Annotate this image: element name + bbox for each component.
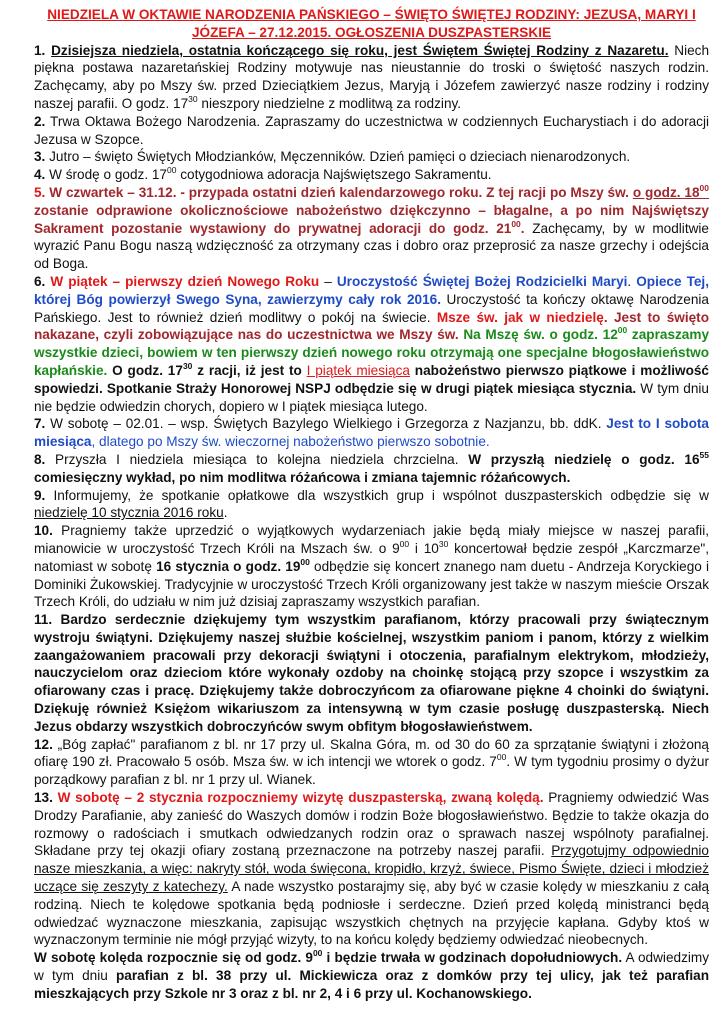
time-superscript: 30 xyxy=(182,360,193,371)
text-maroon: . xyxy=(539,790,544,806)
item-number: 12. xyxy=(34,736,53,752)
text: Jutro – święto Świętych Młodzianków, Męczenników. Dzień pamięci o dzieciach nienarodzonych. xyxy=(45,149,631,165)
time-superscript: 00 xyxy=(511,218,521,229)
item-number: 5. xyxy=(34,184,46,200)
text-blue: Uroczystość Świętej Bożej Rodzicielki Maryi xyxy=(336,273,628,289)
text: nieszpory niedzielne z modlitwą za rodziny. xyxy=(197,95,462,111)
item-number: 3. xyxy=(34,149,46,165)
announcement-1 xyxy=(34,42,709,113)
text: . xyxy=(223,505,228,521)
time-superscript: 30 xyxy=(188,93,198,104)
item-number: 7. xyxy=(34,416,46,432)
time-superscript: 00 xyxy=(617,325,628,336)
text: Przyszła I niedziela miesiąca to kolejna niedziela chrzcielna. xyxy=(45,451,469,467)
text-red: W sobotę – 2 stycznia rozpoczniemy wizytę duszpasterską, zwaną kolędą xyxy=(52,790,540,806)
announcement-13 xyxy=(34,789,709,949)
text-maroon: . Jest to święto nakazane, czyli zobowiązujące nas do uczestnictwa we Mszy św. xyxy=(34,309,709,343)
text: A nade wszystko postarajmy się, aby być w czasie kolędy w mieszkaniu z całą rodziną. Niech te kolędowe spotkania będą podniosłe i serdeczne. Dzień przed kolędą ministranci będą odwiedzać wyznaczone mieszkania, zapisując wszystkich chętnych na przyjęcie kapłana. Gdyby ktoś w wyznaczonym terminie nie mógł przyjąć wizyty, to na końcu kolędy będziemy odwiedzać nieobecnych. xyxy=(34,879,709,948)
announcement-12 xyxy=(34,736,709,789)
announcement-5 xyxy=(34,184,709,273)
text-green: Na Mszę św. o godz. 12 xyxy=(458,327,618,343)
title-line-1: NIEDZIELA W OKTAWIE NARODZENIA PAŃSKIEGO – ŚWIĘTO ŚWIĘTEJ RODZINY: JEZUSA, MARYI I xyxy=(47,7,696,22)
item-number: 2. xyxy=(34,113,46,129)
text: – xyxy=(319,273,337,289)
time-superscript: 00 xyxy=(496,752,507,763)
text: „Bóg zapłać" parafianom z bl. nr 17 przy ul. Skalna Góra, m. od 30 do 60 za sprzątanie świątyni i złożoną ofiarę 190 zł. Pracowało 5 osób. Msza św. w ich intencji we wtorek o godz. 7 xyxy=(34,736,709,770)
announcement-10 xyxy=(34,522,709,611)
text-bold: O godz. 17 xyxy=(107,362,183,378)
text: Pragniemy odwiedzić Was Drodzy Parafianie, aby zanieść do Waszych domów i rodzin Boże błogosławieństwo. Będzie to także okazja do rozmowy o radościach i smutkach odwiedzanych rodzin oraz o sprawach naszej wspólnoty parafialnej. Składane przy tej okazji ofiary zostaną przeznaczone na potrzeby naszej parafii. xyxy=(34,790,709,859)
text-bold: W sobotę kolęda rozpocznie się od godz. 9 xyxy=(34,950,313,966)
text: cotygodniowa adoracja Najświętszego Sakramentu. xyxy=(176,167,492,183)
text-bold: comiesięczny wykład, po nim modlitwa różańcowa i zmiana tajemnic różańcowych. xyxy=(34,469,571,485)
text-red-underline: I piątek miesiąca xyxy=(306,362,410,378)
text-bold: z racji, iż jest to xyxy=(192,362,307,378)
announcement-4 xyxy=(34,166,709,184)
text-bold: nabożeństwo pierwszo piątkowe i możliwość spowiedzi. Spotkanie Straży Honorowej NSPJ odbędzie się w drugi piątek miesiąca stycznia. xyxy=(34,362,709,396)
text-highlight-underline xyxy=(632,182,710,200)
text: Zachęcamy, by w modlitwie wyrazić Panu Bogu naszą wdzięczność za otrzymany czas i dobro oraz przeprosić za nasze grzechy i odejścia od Boga. xyxy=(34,220,709,272)
text: W tym dniu nie będzie odwiedzin chorych, dopiero w I piątek miesiąca lutego. xyxy=(34,380,709,414)
text-bold-underline: Dzisiejsza niedziela, ostatnia kończącego się roku, jest Świętem Świętej Rodziny z Nazaretu. xyxy=(51,42,669,58)
text-blue: , dlatego po Mszy św. wieczornej nabożeństwo pierwszo sobotnie. xyxy=(91,434,490,450)
item-number: 10. xyxy=(34,523,53,539)
text: i 10 xyxy=(409,540,439,556)
announcement-11 xyxy=(34,611,709,736)
time-superscript: 00 xyxy=(312,948,323,959)
text: Trwa Oktawa Bożego Narodzenia. Zapraszamy do uczestnictwa w codziennych Eucharystiach i do adoracji Jezusa w Szopce. xyxy=(34,113,709,147)
text-bold: W przyszłą niedzielę o godz. 16 xyxy=(468,451,700,467)
text-bold: parafian z bl. 38 przy ul. Mickiewicza oraz z domków przy tej ulicy, jak też parafian mieszkających przy Szkole nr 3 oraz z bl. nr 2, 4 i 6 przy ul. Kochanowskiego. xyxy=(34,968,709,1001)
text: W sobotę – 02.01. – wsp. Świętych Bazylego Wielkiego i Grzegorza z Nazjanzu, bb. ddK. xyxy=(45,416,607,432)
announcement-3 xyxy=(34,148,709,166)
announcement-9 xyxy=(34,487,709,523)
text-red: W piątek – pierwszy dzień Nowego Roku xyxy=(45,273,320,289)
text-bold: 16 stycznia o godz. 19 xyxy=(156,558,301,574)
announcement-7 xyxy=(34,415,709,451)
time-superscript: 00 xyxy=(300,556,310,567)
time-superscript: 00 xyxy=(167,165,177,176)
text: o godz. 18 xyxy=(632,184,700,200)
item-number: 13. xyxy=(34,790,53,806)
page-title xyxy=(34,6,709,42)
text: Informujemy, że spotkanie opłatkowe dla wszystkich grup i wspólnot duszpasterskich odbędzie się w xyxy=(45,487,709,503)
text: . xyxy=(627,273,637,289)
time-superscript: 00 xyxy=(699,182,710,193)
item-number: 8. xyxy=(34,451,46,467)
item-number: 11. xyxy=(34,612,53,628)
item-number: 1. xyxy=(34,42,46,58)
item-number: 9. xyxy=(34,487,46,503)
text-blue: Opiece Tej, której Bóg powierzył Swego Syna, zawierzymy cały rok 2016. xyxy=(34,273,709,307)
text: Uroczystość ta kończy oktawę Narodzenia Pańskiego. Jest to również dzień modlitwy o pokój na świecie. xyxy=(34,291,709,325)
announcement-final xyxy=(34,949,709,1002)
title-line-2: JÓZEFA – 27.12.2015. OGŁOSZENIA DUSZPASTERSKIE xyxy=(191,24,552,40)
text-bold: Bardzo serdecznie dziękujemy tym wszystkim parafianom, którzy pracowali przy świątecznym wystroju świątyni. Dziękujemy naszej służbie kościelnej, wszystkim paniom i panom, którzy z wielkim zaangażowaniem pracowali przy dekoracji świątyni i otoczenia, parafialnym elektrykom, młodzieży, nauczycielom oraz dzieciom które wykonały ozdoby na choinkę stojącą przy szopce i wszystkim za ofiarowany czas i pracę. Dziękujemy także dobroczyńcom za ofiarowane piękne 4 choinki do świątyni. Dziękuję również Księżom wikariuszom za intensywną w tym czasie posługę duszpasterską. Niech Jezus obdarzy wszystkich dobroczyńców swym obfitym błogosławieństwem. xyxy=(34,612,709,734)
text-green: zapraszamy wszystkie dzieci, bowiem w ten pierwszy dzień nowego roku otrzymają one specjalne błogosławieństwo kapłańskie. xyxy=(34,327,710,378)
text-highlight: . xyxy=(520,220,525,236)
text-underline: Przygotujmy odpowiednio nasze mieszkania, a więc: nakryty stół, woda święcona, kropidło, krzyż, świece, Pismo Święte, dzieci i młodzież uczące się zeszyty z katechezy. xyxy=(34,843,709,895)
item-number: 4. xyxy=(34,167,46,183)
text-highlight: W czwartek – 31.12. - przypada ostatni dzień kalendarzowego roku. Z tej racji po Mszy św. xyxy=(45,184,633,200)
announcement-6 xyxy=(34,273,709,415)
text: A odwiedzimy w tym dniu xyxy=(34,950,710,984)
text: odbędzie się koncert znanego nam duetu - Andrzeja Koryckiego i Dominiki Żukowskiej. Tradycyjnie w uroczystość Trzech Króli organizowany jest także w naszym mieście Orszak Trzech Króli, do udziału w nim już dzisiaj zapraszamy wszystkich parafian. xyxy=(34,558,710,610)
text-highlight: zostanie odprawione okolicznościowe nabożeństwo dziękczynno – błagalne, a po nim Najświętszy Sakrament pozostanie wystawiony do prywatnej adoracji do godz. 21 xyxy=(34,202,709,236)
text: Pragniemy także uprzedzić o wyjątkowych wydarzeniach jakie będą miały miejsce w naszej parafii, mianowicie w uroczystość Trzech Króli na Mszach św. o 9 xyxy=(34,523,709,556)
time-superscript: 55 xyxy=(699,449,709,460)
item-number: 6. xyxy=(34,273,46,289)
text-blue: Jest to I sobota miesiąca xyxy=(34,416,709,450)
text: Niech piękna postawa nazaretańskiej Rodziny motywuje nas nieustannie do troski o świętość naszych rodzin. Zachęcamy, aby po Mszy św. przed Dzieciątkiem Jezus, Maryją i Józefem zawierzyć nasze rodziny i rodziny naszej parafii. O godz. 17 xyxy=(34,42,710,111)
text-red: Msze św. jak w niedzielę xyxy=(436,309,604,325)
time-superscript: 30 xyxy=(438,538,449,549)
announcement-2 xyxy=(34,113,709,149)
text-bold: i będzie trwała w godzinach dopołudniowych. xyxy=(322,950,623,966)
time-superscript: 00 xyxy=(399,538,410,549)
text: W środę o godz. 17 xyxy=(45,167,167,183)
text-underline: niedzielę 10 stycznia 2016 roku xyxy=(34,505,224,521)
text: . W tym tygodniu prosimy o dyżur porządkowy parafian z bl. nr 1 przy ul. Wianek. xyxy=(34,754,709,788)
text: koncertował będzie zespół „Karczmarze", natomiast w sobotę xyxy=(34,540,710,574)
announcement-8 xyxy=(34,451,709,487)
